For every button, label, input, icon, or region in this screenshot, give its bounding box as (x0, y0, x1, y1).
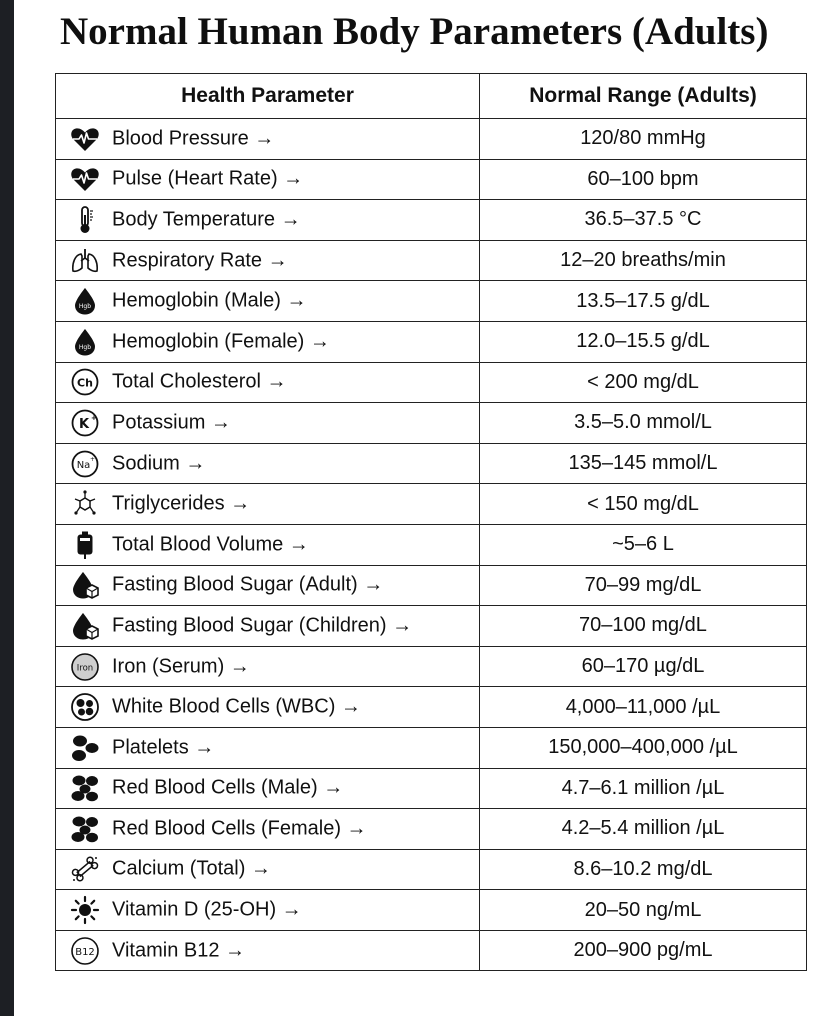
normal-range-value: 12–20 breaths/min (480, 240, 807, 281)
parameter-cell (56, 565, 480, 606)
parameter-label: Hemoglobin (Male) → (112, 289, 307, 312)
molecule-icon (70, 489, 100, 519)
normal-range-value: 3.5–5.0 mmol/L (480, 403, 807, 444)
parameter-cell (56, 443, 480, 484)
parameter-cell (56, 849, 480, 890)
normal-range-value: 135–145 mmol/L (480, 443, 807, 484)
normal-range-value: < 200 mg/dL (480, 362, 807, 403)
parameter-label: Fasting Blood Sugar (Children) → (112, 614, 413, 637)
parameter-label: Potassium → (112, 411, 231, 434)
normal-range-value: 4,000–11,000 /µL (480, 687, 807, 728)
table-row (56, 362, 807, 403)
normal-range-value: 13.5–17.5 g/dL (480, 281, 807, 322)
normal-range-value: 60–170 µg/dL (480, 646, 807, 687)
parameter-label: Sodium → (112, 452, 206, 475)
lungs-icon (70, 246, 100, 276)
table-row (56, 809, 807, 850)
parameter-label: Fasting Blood Sugar (Adult) → (112, 573, 384, 596)
normal-range-value: 70–100 mg/dL (480, 606, 807, 647)
svg-text:B12: B12 (75, 946, 95, 958)
svg-text:K: K (78, 416, 90, 432)
normal-range-value: 70–99 mg/dL (480, 565, 807, 606)
iron-icon (70, 652, 100, 682)
table-row (56, 930, 807, 971)
table-row (56, 240, 807, 281)
parameter-cell (56, 809, 480, 850)
heart-pulse-icon (70, 124, 100, 154)
parameter-cell (56, 321, 480, 362)
blood-drop-icon (70, 286, 100, 316)
table-row (56, 727, 807, 768)
parameter-cell (56, 240, 480, 281)
window-edge (0, 0, 14, 1016)
table-row (56, 565, 807, 606)
table-row (56, 281, 807, 322)
thermometer-icon (70, 205, 100, 235)
normal-range-value: 8.6–10.2 mg/dL (480, 849, 807, 890)
parameter-cell (56, 890, 480, 931)
parameter-cell (56, 606, 480, 647)
b12-icon (70, 936, 100, 966)
sugar-drop-icon (70, 611, 100, 641)
normal-range-value: 60–100 bpm (480, 159, 807, 200)
parameter-label: Blood Pressure → (112, 127, 275, 150)
parameter-label: Iron (Serum) → (112, 655, 250, 678)
parameter-label: Red Blood Cells (Female) → (112, 817, 367, 840)
parameter-cell (56, 159, 480, 200)
parameter-cell (56, 524, 480, 565)
red-cells-icon (70, 773, 100, 803)
parameter-cell (56, 119, 480, 160)
normal-range-value: 20–50 ng/mL (480, 890, 807, 931)
table-header-row (56, 74, 807, 119)
white-cells-icon (70, 692, 100, 722)
svg-text:Na: Na (76, 459, 91, 471)
parameter-cell (56, 484, 480, 525)
normal-range-value: 4.7–6.1 million /µL (480, 768, 807, 809)
bone-icon (70, 854, 100, 884)
svg-text:Iron: Iron (76, 663, 94, 674)
parameter-cell (56, 281, 480, 322)
blood-drop-icon (70, 327, 100, 357)
parameter-label: Respiratory Rate → (112, 249, 288, 272)
normal-range-value: 36.5–37.5 °C (480, 200, 807, 241)
svg-text:+: + (90, 455, 96, 463)
parameter-cell (56, 362, 480, 403)
parameter-label: Vitamin D (25-OH) → (112, 898, 302, 921)
table-row (56, 119, 807, 160)
parameter-cell (56, 646, 480, 687)
normal-range-value: 4.2–5.4 million /µL (480, 809, 807, 850)
blood-bag-icon (70, 530, 100, 560)
parameter-label: Total Blood Volume → (112, 533, 309, 556)
parameter-label: Platelets → (112, 736, 215, 759)
parameter-label: Hemoglobin (Female) → (112, 330, 330, 353)
normal-range-value: 200–900 pg/mL (480, 930, 807, 971)
table-row (56, 321, 807, 362)
parameter-label: Pulse (Heart Rate) → (112, 167, 304, 190)
table-row (56, 646, 807, 687)
table-row (56, 524, 807, 565)
parameter-label: Total Cholesterol → (112, 370, 287, 393)
header-health-parameter: Health Parameter (56, 74, 480, 119)
parameter-label: Vitamin B12 → (112, 939, 246, 962)
parameter-cell (56, 403, 480, 444)
header-normal-range: Normal Range (Adults) (480, 74, 807, 119)
sugar-drop-icon (70, 570, 100, 600)
parameter-cell (56, 930, 480, 971)
page-title: Normal Human Body Parameters (Adults) (60, 10, 769, 53)
normal-range-value: ~5–6 L (480, 524, 807, 565)
potassium-icon (70, 408, 100, 438)
svg-text:Hgb: Hgb (78, 303, 92, 311)
cholesterol-icon (70, 367, 100, 397)
parameters-table (55, 73, 807, 971)
normal-range-value: < 150 mg/dL (480, 484, 807, 525)
svg-text:Ch: Ch (77, 376, 93, 390)
svg-text:Hgb: Hgb (78, 343, 92, 351)
normal-range-value: 12.0–15.5 g/dL (480, 321, 807, 362)
table-row (56, 159, 807, 200)
table-row (56, 200, 807, 241)
table-row (56, 403, 807, 444)
table-row (56, 768, 807, 809)
parameter-label: Triglycerides → (112, 492, 251, 515)
table-row (56, 849, 807, 890)
platelets-icon (70, 733, 100, 763)
parameter-label: Body Temperature → (112, 208, 301, 231)
parameter-cell (56, 727, 480, 768)
sun-icon (70, 895, 100, 925)
heart-pulse-icon (70, 164, 100, 194)
table-row (56, 443, 807, 484)
parameter-label: Calcium (Total) → (112, 857, 271, 880)
parameter-cell (56, 200, 480, 241)
svg-text:+: + (91, 413, 97, 422)
normal-range-value: 150,000–400,000 /µL (480, 727, 807, 768)
sodium-icon (70, 449, 100, 479)
parameter-cell (56, 768, 480, 809)
table-row (56, 606, 807, 647)
parameter-label: Red Blood Cells (Male) → (112, 776, 344, 799)
table-row (56, 890, 807, 931)
table-row (56, 687, 807, 728)
normal-range-value: 120/80 mmHg (480, 119, 807, 160)
parameter-cell (56, 687, 480, 728)
table-row (56, 484, 807, 525)
parameter-label: White Blood Cells (WBC) → (112, 695, 361, 718)
red-cells-icon (70, 814, 100, 844)
